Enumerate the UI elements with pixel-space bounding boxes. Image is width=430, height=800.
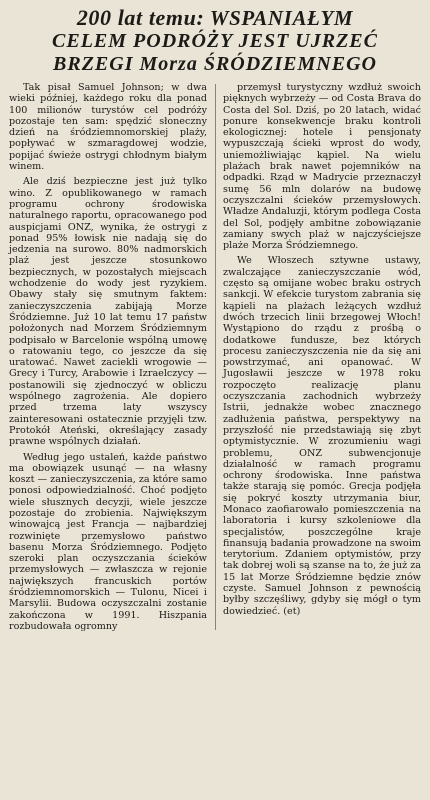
headline [9, 6, 421, 76]
paragraph: We Włoszech sztywne ustawy, zwalczające zanieczyszczanie wód, często są omijane wobec braku ostrych sankcji. W efekcie turystom zabrania się kąpieli na plażach leżących wzdłuż dwóch trzecich linii brzegowej Włoch! Wystąpiono do rządu z prośbą o dodatkowe fundusze, bez których procesu zanieczyszczenia nie da się ani powstrzymać, ani opanować. W Jugosławii jeszcze w 1978 roku rozpoczęto realizację planu oczyszczania zachodnich wybrzeży Istrii, jednakże wobec znacznego zadłużenia państwa, perspektywy na przyszłość nie przedstawiają się zbyt optymistycznie. W zrozumieniu wagi problemu, ONZ subwencjonuje działalność w ramach programu ochrony środowiska. Inne państwa także starają się pomóc. Grecja podjęła się pokryć koszty utrzymania biur, Monaco zaofiarowało pomieszczenia na laboratoria i kursy szkoleniowe dla specjalistów, poszczególne kraje finansują badania prowadzone na swoim terytorium. Zdaniem optymistów, przy tak dobrej woli są szanse na to, że już za 15 lat Morze Śródziemne będzie znów czyste. Samuel Johnson z pewnością byłby szczęśliwy, gdyby się mógł o tym dowiedzieć. (et) [223, 255, 421, 617]
left-column [9, 82, 207, 632]
column-divider [215, 84, 216, 630]
paragraph: przemysł turystyczny wzdłuż swoich pięknych wybrzeży — od Costa Brava do Costa del Sol. Dziś, po 20 latach, widać ponure konsekwencje braku kontroli ekologicznej: hotele i pensjonaty wypuszczają ścieki wprost do wody, uniemożliwiając kąpiel. Na wielu plażach brak nawet pojemników na odpadki. Rząd w Madrycie przeznaczył sumę 56 mln dolarów na budowę oczyszczalni ścieków przemysłowych. Władze Andaluzji, którym podlega Costa del Sol, podjęły ambitne zobowiązanie zamiany swych plaż w najczyściejsze plaże Morza Śródziemnego. [223, 82, 421, 252]
paragraph: Według jego ustaleń, każde państwo ma obowiązek usunąć — na własny koszt — zanieczyszczenia, za które samo ponosi odpowiedzialność. Choć podjęto wiele słusznych decyzji, wiele jeszcze pozostaje do zrobienia. Największym winowajcą jest Francja — najbardziej rozwinięte przemysłowo państwo basenu Morza Śródziemnego. Podjęto szeroki plan oczyszczania ścieków przemysłowych — zwłaszcza w rejonie największych francuskich portów śródziemnomorskich — Tulonu, Nicei i Marsylii. Budowa oczyszczalni zostanie zakończona w 1991. Hiszpania rozbudowała ogromny [9, 451, 207, 632]
right-column [223, 82, 421, 632]
headline-kicker: 200 lat temu: [76, 5, 205, 30]
paragraph: Ale dziś bezpieczne jest już tylko wino. Z opublikowanego w ramach programu ochrony środowiska naturalnego raportu, opracowanego pod auspicjami ONZ, wynika, że ostrygi z ponad 95% łowisk nie nadają się do jedzenia na surowo. 80% nadmorskich plaż jest jeszcze stosunkowo bezpiecznych, w pozostałych miejscach wchodzenie do wody jest ryzykiem. Obawy stały się smutnym faktem: zanieczyszczenia zabijają Morze Śródziemne. Już 10 lat temu 17 państw położonych nad Morzem Śródziemnym podpisało w Barcelonie wspólną umowę o ratowaniu tego, co jeszcze da się uratować. Nawet zaciekli wrogowie — Grecy i Turcy, Arabowie i Izraelczycy — postanowili się zjednoczyć w obliczu wspólnego zagrożenia. Ale dopiero przed trzema laty wszyscy zainteresowani ostatecznie przyjęli tzw. Protokół Ateński, określający zasady prawne wspólnych działań. [9, 176, 207, 448]
paragraph: Tak pisał Samuel Johnson; w dwa wieki później, każdego roku dla ponad 100 milionów turystów cel podróży pozostaje ten sam: spędzić słoneczny dzień na śródziemnomorskiej plaży, popływać w szmaragdowej wodzie, popijać świeże ostrygi chłodnym białym winem. [9, 82, 207, 173]
headline-line-3: BRZEGI Morza ŚRÓDZIEMNEGO [53, 53, 377, 75]
article-body [9, 82, 421, 632]
headline-line-1: WSPANIAŁYM [209, 6, 354, 30]
headline-line-2: CELEM PODRÓŻY JEST UJRZEĆ [52, 30, 378, 52]
